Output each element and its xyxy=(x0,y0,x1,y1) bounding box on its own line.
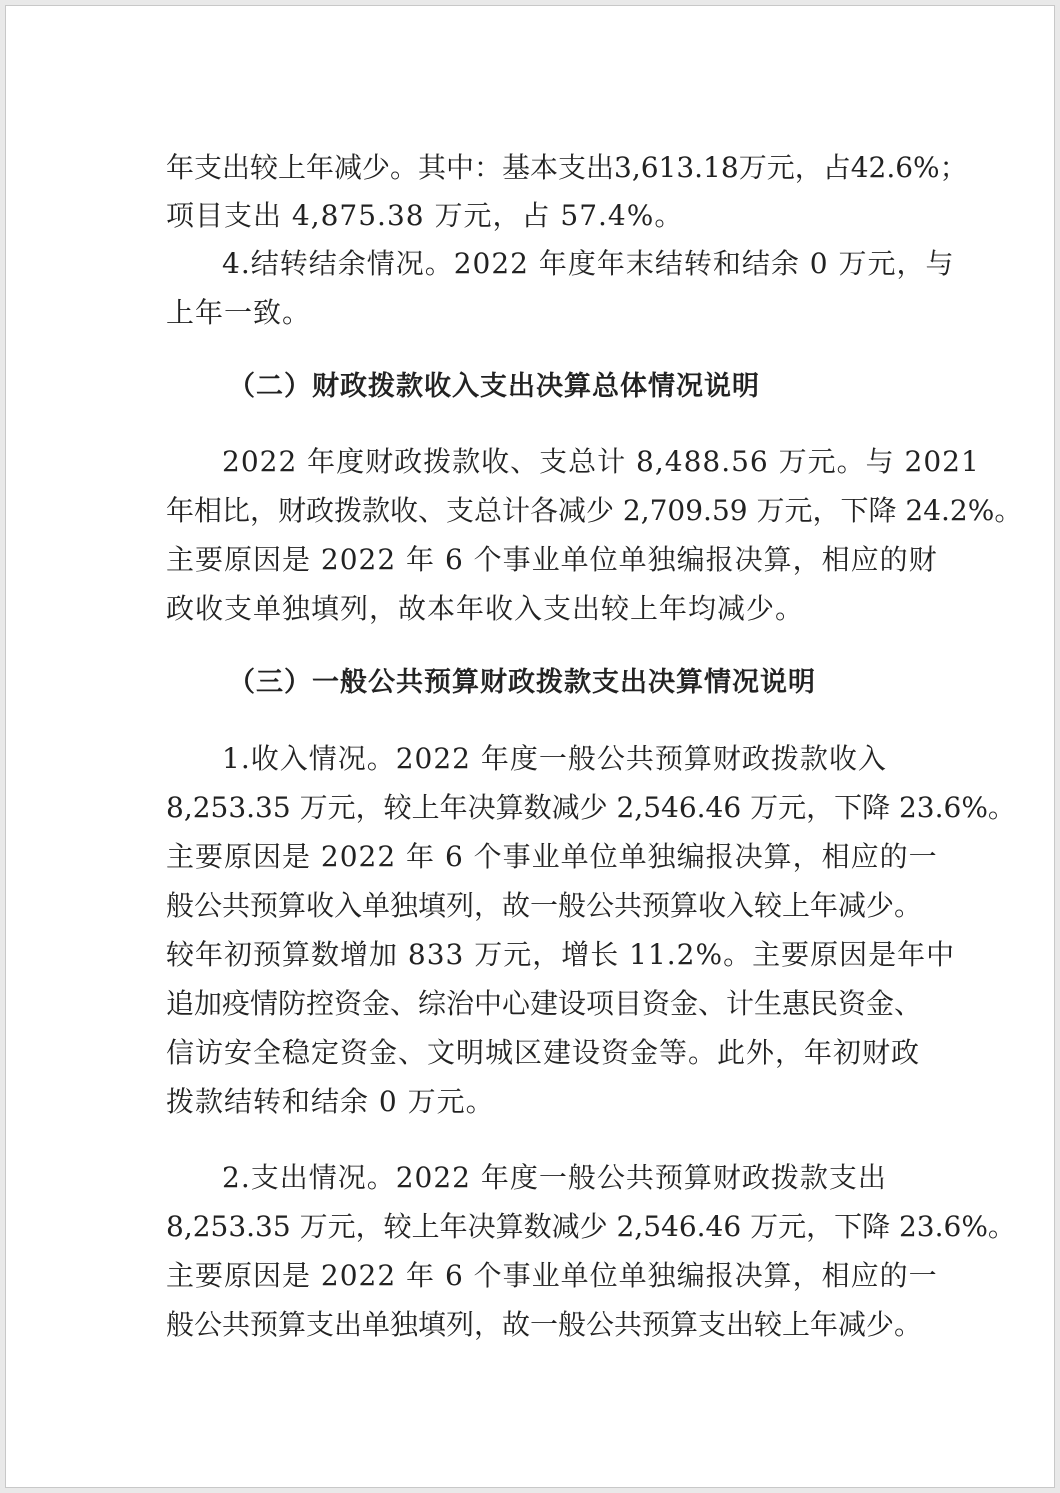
paragraph-line: 般公共预算支出单独填列，故一般公共预算支出较上年减少。 xyxy=(166,1308,923,1341)
paragraph-line: 4.结转结余情况。2022 年度年末结转和结余 0 万元，与 xyxy=(222,247,955,280)
paragraph-line: 项目支出 4,875.38 万元，占 57.4%。 xyxy=(166,199,684,232)
paragraph-line: 般公共预算收入单独填列，故一般公共预算收入较上年减少。 xyxy=(166,889,923,922)
section-heading-2: （二）财政拨款收入支出决算总体情况说明 xyxy=(228,371,760,402)
paragraph-line: 信访安全稳定资金、文明城区建设资金等。此外，年初财政 xyxy=(166,1036,921,1069)
paragraph-line: 政收支单独填列，故本年收入支出较上年均减少。 xyxy=(166,592,805,625)
paragraph-line: 主要原因是 2022 年 6 个事业单位单独编报决算，相应的一 xyxy=(166,840,938,873)
paragraph-line: 8,253.35 万元，较上年决算数减少 2,546.46 万元，下降 23.6%。 xyxy=(166,791,1016,824)
document-page xyxy=(5,5,1055,1488)
paragraph-line: 上年一致。 xyxy=(166,296,312,329)
paragraph-line: 主要原因是 2022 年 6 个事业单位单独编报决算，相应的一 xyxy=(166,1259,938,1292)
paragraph-line: 2.支出情况。2022 年度一般公共预算财政拨款支出 xyxy=(222,1161,887,1194)
paragraph-line: 2022 年度财政拨款收、支总计 8,488.56 万元。与 2021 xyxy=(222,445,980,478)
paragraph-line: 1.收入情况。2022 年度一般公共预算财政拨款收入 xyxy=(222,742,887,775)
paragraph-line: 年支出较上年减少。其中：基本支出3,613.18万元，占42.6%； xyxy=(166,151,968,184)
paragraph-line: 拨款结转和结余 0 万元。 xyxy=(166,1085,495,1118)
paragraph-line: 较年初预算数增加 833 万元，增长 11.2%。主要原因是年中 xyxy=(166,938,956,971)
paragraph-line: 主要原因是 2022 年 6 个事业单位单独编报决算，相应的财 xyxy=(166,543,938,576)
paragraph-line: 追加疫情防控资金、综治中心建设项目资金、计生惠民资金、 xyxy=(166,987,923,1020)
section-heading-3: （三）一般公共预算财政拨款支出决算情况说明 xyxy=(228,667,816,698)
paragraph-line: 8,253.35 万元，较上年决算数减少 2,546.46 万元，下降 23.6%。 xyxy=(166,1210,1016,1243)
paragraph-line: 年相比，财政拨款收、支总计各减少 2,709.59 万元，下降 24.2%。 xyxy=(166,494,1023,527)
